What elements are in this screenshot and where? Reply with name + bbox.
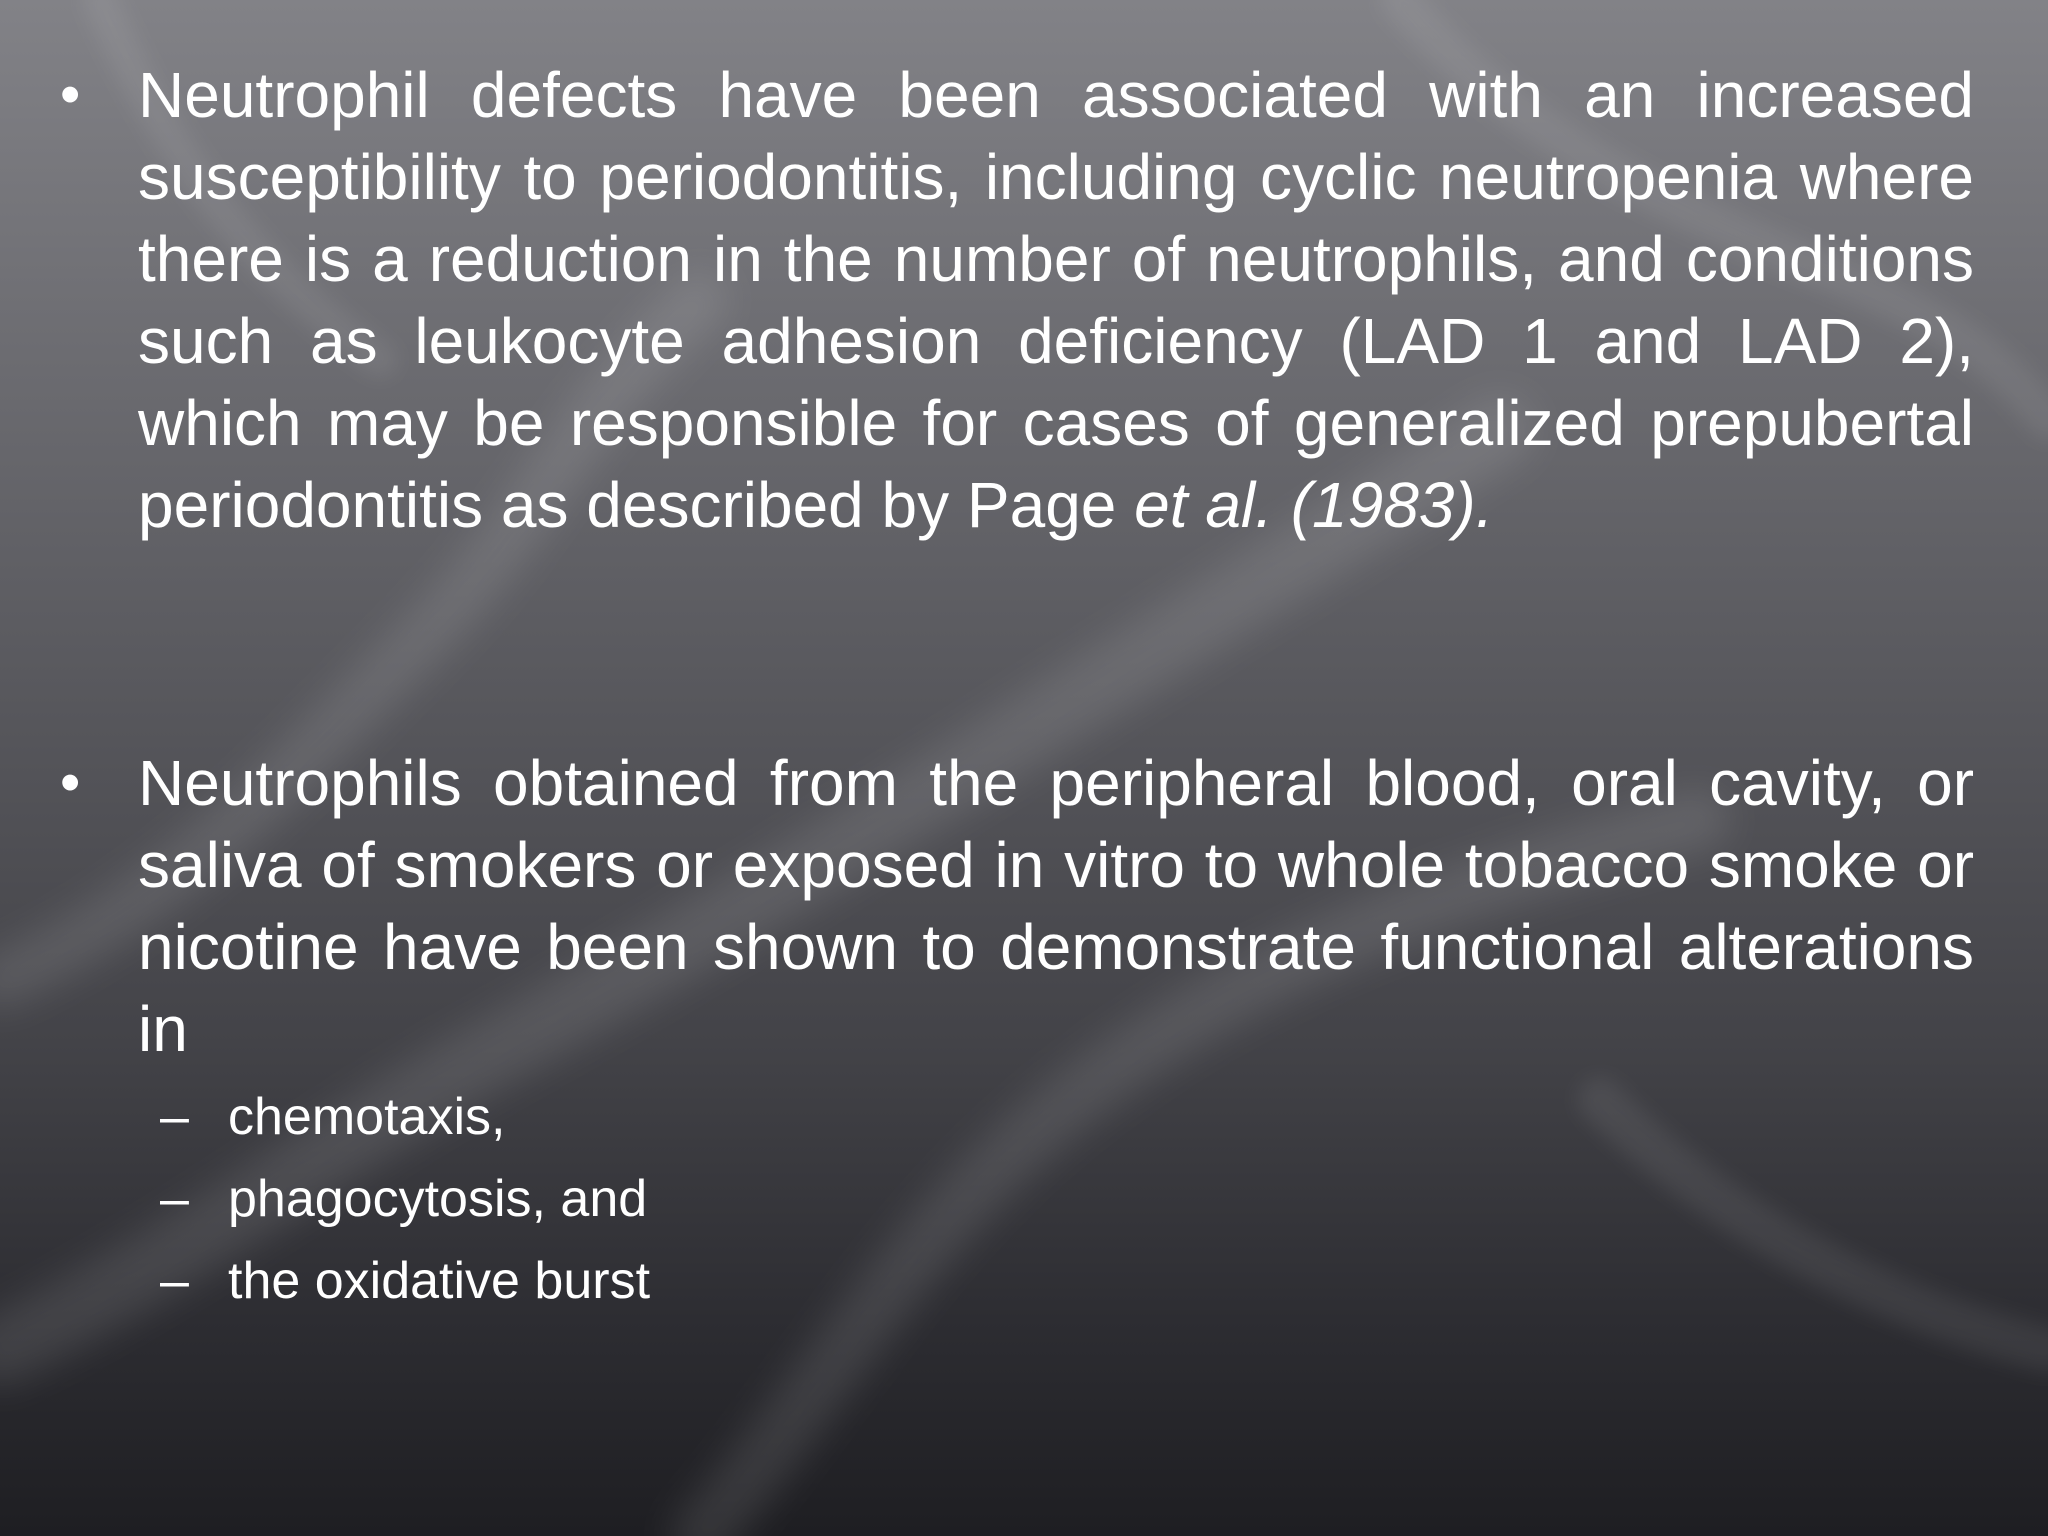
- sub-bullet-label: the oxidative burst: [228, 1252, 651, 1310]
- bullet-text: Neutrophils obtained from the peripheral blood, oral cavity, or saliva of smokers or exposed in vitro to whole tobacco smoke or nicotine have been shown to demonstrate functional alterations in: [138, 747, 1974, 1065]
- bullet-text: [138, 54, 1974, 546]
- sub-bullet-item: [160, 1076, 1360, 1158]
- bullet-body-text: Neutrophil defects have been associated with an increased susceptibility to periodontitis, including cyclic neutropenia where there is a reduction in the number of neutrophils, and conditions such as leukocyte adhesion deficiency (LAD 1 and LAD 2), which may be responsible for cases of generalized prepubertal periodontitis as described by Page: [138, 59, 1974, 541]
- sub-bullet-list: [160, 1076, 1360, 1322]
- sub-bullet-item: [160, 1240, 1360, 1322]
- sub-bullet-marker: –: [160, 1088, 189, 1146]
- sub-bullet-label: chemotaxis,: [228, 1088, 506, 1146]
- citation-text: et al. (1983).: [1134, 469, 1494, 541]
- bullet-marker: •: [60, 62, 81, 127]
- sub-bullet-marker: –: [160, 1252, 189, 1310]
- sub-bullet-label: phagocytosis, and: [228, 1170, 648, 1228]
- bullet-marker: •: [60, 750, 81, 815]
- sub-bullet-item: [160, 1158, 1360, 1240]
- sub-bullet-marker: –: [160, 1170, 189, 1228]
